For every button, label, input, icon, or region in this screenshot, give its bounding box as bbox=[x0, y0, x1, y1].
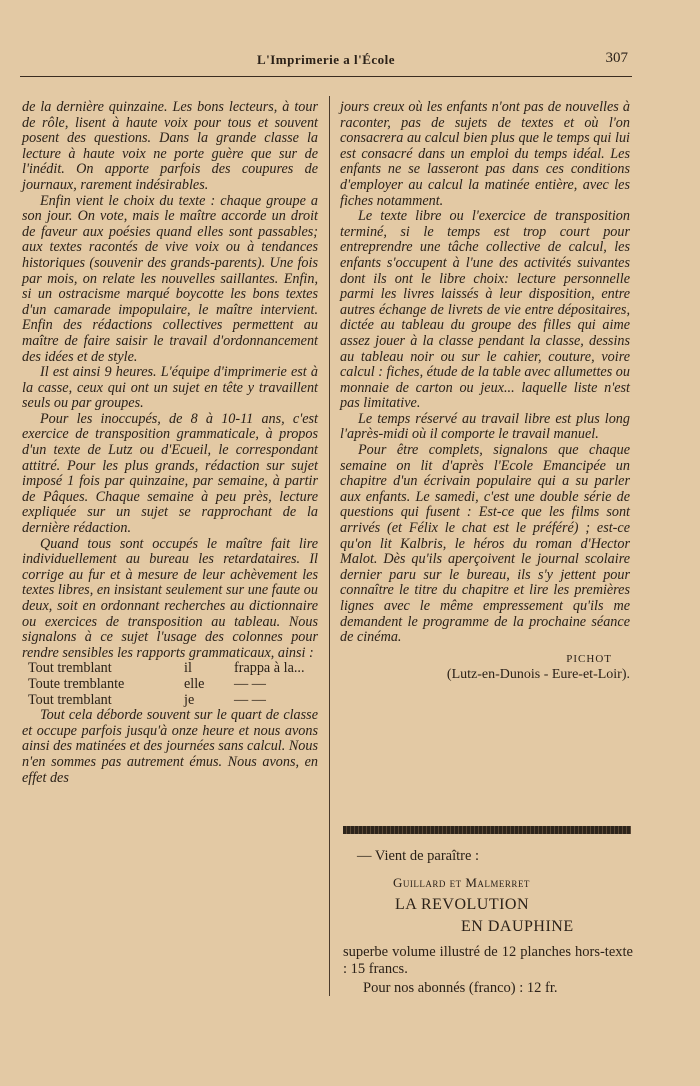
paragraph: jours creux où les enfants n'ont pas de nouvelles à raconter, pas de sujets de textes et où l'on consacrera au calcul bien plus que le temps qui lui est consacré dans un emploi du temps idéal. Les enfants ne se lasseront pas dans ces conditions d'employer au calcul la matinée entière, avec les fiches notamment. bbox=[340, 99, 630, 209]
verse-subject: Tout tremblant bbox=[28, 660, 112, 677]
paragraph: de la dernière quinzaine. Les bons lecteurs, à tour de rôle, lisent à haute voix pour tous et souvent posent des questions. Dans la grande classe la lecture à haute voix ne porte guère que sur de l'inédit. On apporte parfois des coupures de journaux, rarement indésirables. bbox=[22, 99, 318, 193]
verse-pronoun: je bbox=[184, 691, 195, 708]
paragraph: Le temps réservé au travail libre est plus long l'après-midi où il comporte le travail manuel. bbox=[340, 410, 630, 443]
announcement-intro: — Vient de paraître : bbox=[357, 848, 480, 864]
subscriber-price: Pour nos abonnés (franco) : 12 fr. bbox=[363, 980, 558, 996]
verse-line bbox=[22, 693, 318, 709]
running-header bbox=[20, 50, 632, 72]
book-title-line2: EN DAUPHINE bbox=[461, 918, 574, 935]
book-title-line1: LA REVOLUTION bbox=[395, 896, 530, 913]
paragraph: Le texte libre ou l'exercice de transposition terminé, si le temps est trop court pour entreprendre une tâche collective de calcul, les enfants s'occupent à l'une des activités suivantes dont ils ont le libre choix: lecture personnelle parmi les livres laissés à leur disposition, entre autres échange de livrets de vie entre dépositaires, dictée au tableau du groupe des filles qui aime assez jouer à la classe pendant la classe, dessins au tableau noir ou sur le cahier, couture, voire calcul : fiches, étude de la table avec allumettes ou monnaie de carton ou jeux... laquelle liste n'est pas limitative. bbox=[340, 208, 630, 412]
paragraph: Pour être complets, signalons que chaque semaine on lit d'après l'Ecole Emancipée un chapitre d'un écrivain populaire qui a su parler aux enfants. Le samedi, c'est une double série de questions qui fusent : Est-ce que les films sont arrivés (et Félix le chat est le préféré) ; est-ce qu'on lit Kalbris, le héros du roman d'Hector Malot. Dès qu'ils aperçoivent le journal scolaire dernier paru sur le bureau, ils s'y jettent pour connaître le titre du chapitre et lire les premières lignes avec le même empressement qu'ils me demandent le programme de la prochaine séance de cinéma. bbox=[340, 442, 630, 646]
author-name: PICHOT bbox=[566, 652, 612, 665]
journal-title: L'Imprimerie a l'École bbox=[256, 52, 396, 67]
page-number: 307 bbox=[605, 50, 628, 66]
verse-line bbox=[22, 661, 318, 677]
verse-verb: — — bbox=[234, 691, 266, 708]
verse-verb: frappa à la... bbox=[234, 660, 305, 677]
paragraph: Pour les inoccupés, de 8 à 10-11 ans, c'est exercice de transposition grammaticale, à propos d'un texte de Lutz ou d'Ecueil, le correspondant attitré. Pour les plus grands, rédaction sur sujet imposé 1 fois par quinzaine, par semaine, à partir de Pâques. Chaque semaine à peu près, lecture expliquée sur un sujet se rapprochant de la dernière rédaction. bbox=[22, 410, 318, 537]
verse-pronoun: elle bbox=[184, 675, 205, 692]
left-column bbox=[22, 100, 318, 786]
header-rule bbox=[20, 76, 632, 77]
paragraph: Tout cela déborde souvent sur le quart de classe et occupe parfois jusqu'à onze heure et nous avons ainsi des matinées et des journées sans calcul. Nous n'en sommes pas autrement émus. Nous avons, en effet des bbox=[22, 707, 318, 786]
book-description: superbe volume illustré de 12 planches hors-texte : 15 francs. bbox=[343, 944, 633, 977]
verse-verb: — — bbox=[234, 675, 266, 692]
ornamental-band bbox=[343, 826, 631, 834]
verse-subject: Toute tremblante bbox=[28, 675, 125, 692]
verse-subject: Tout tremblant bbox=[28, 691, 112, 708]
column-divider bbox=[329, 96, 330, 996]
verse-pronoun: il bbox=[184, 660, 192, 677]
paragraph: Il est ainsi 9 heures. L'équipe d'imprimerie est à la casse, ceux qui ont un sujet en tête y travaillent seuls ou par groupes. bbox=[22, 364, 318, 412]
right-column bbox=[340, 100, 630, 683]
paragraph: Enfin vient le choix du texte : chaque groupe a son jour. On vote, mais le maître accorde un droit de faveur aux poésies quand elles sont passables; aux textes racontés de vive voix ou à tendances historiques (souvenir des grands-parents). Une fois par mois, on relate les nouvelles saillantes. Enfin, si un ostracisme marqué boycotte les bons textes d'un camarade impopulaire, le maître intervient. Enfin des rédactions collectives permettent au maître de faire saisir le travail d'ordonnancement des idées et de style. bbox=[22, 192, 318, 365]
paragraph: Quand tous sont occupés le maître fait lire individuellement au bureau les retardataires. Il corrige au fur et à mesure de leur achèvement les textes libres, en insistant seulement sur une faute ou deux, soit en ordonnant recherches au dictionnaire ou exercices de transposition au tableau. Nous signalons à ce sujet l'usage des colonnes pour rendre sensibles les rapports grammaticaux, ainsi : bbox=[22, 535, 318, 661]
verse-line bbox=[22, 677, 318, 693]
announcement-authors: Guillard et Malmerret bbox=[393, 875, 530, 890]
author-place: (Lutz-en-Dunois - Eure-et-Loir). bbox=[446, 667, 630, 683]
